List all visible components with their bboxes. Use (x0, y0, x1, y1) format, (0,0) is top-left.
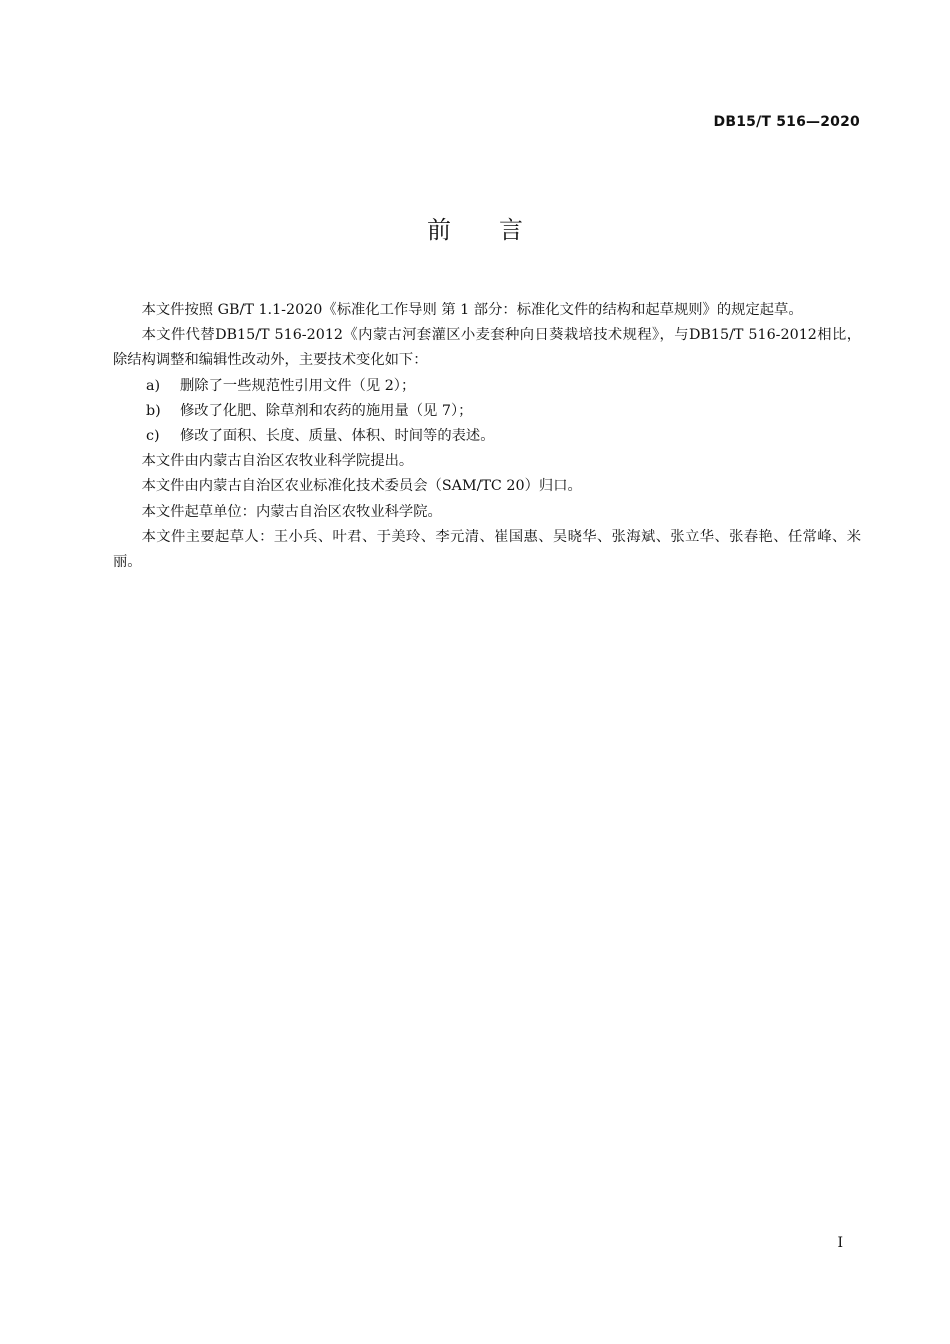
list-marker: b) (146, 402, 161, 419)
list-marker: a) (146, 377, 161, 394)
paragraph-drafting-rules: 本文件按照 GB/T 1.1-2020《标准化工作导则 第 1 部分：标准化文件的结构和起草规则》的规定起草。 (141, 302, 803, 318)
list-item (113, 399, 861, 424)
paragraph-proposer: 本文件由内蒙古自治区农牧业科学院提出。 (141, 453, 414, 470)
page-title: 前言 (427, 216, 571, 244)
list-item-text: 修改了面积、长度、质量、体积、时间等的表述。 (180, 428, 495, 445)
paragraph-drafting-unit: 本文件起草单位：内蒙古自治区农牧业科学院。 (141, 503, 442, 520)
list-item (113, 424, 861, 449)
list-item-text: 删除了一些规范性引用文件（见 2）； (180, 377, 416, 394)
list-marker: c) (146, 428, 160, 445)
list-item-text: 修改了化肥、除草剂和农药的施用量（见 7）； (180, 402, 473, 419)
paragraph-drafters: 本文件主要起草人：王小兵、叶君、于美玲、李元清、崔国惠、吴晓华、张海斌、张立华、张春艳、任常峰、米丽。 (113, 528, 861, 571)
paragraph-replacement: 本文件代替DB15/T 516-2012《内蒙古河套灌区小麦套种向日葵栽培技术规程》，与DB15/T 516-2012相比，除结构调整和编辑性改动外，主要技术变化如下： (113, 327, 861, 369)
foreword-body (113, 298, 861, 575)
page-number: I (837, 1235, 843, 1251)
paragraph-committee: 本文件由内蒙古自治区农业标准化技术委员会（SAM/TC 20）归口。 (141, 478, 582, 495)
document-code: DB15/T 516—2020 (713, 114, 860, 130)
list-item (113, 374, 861, 399)
